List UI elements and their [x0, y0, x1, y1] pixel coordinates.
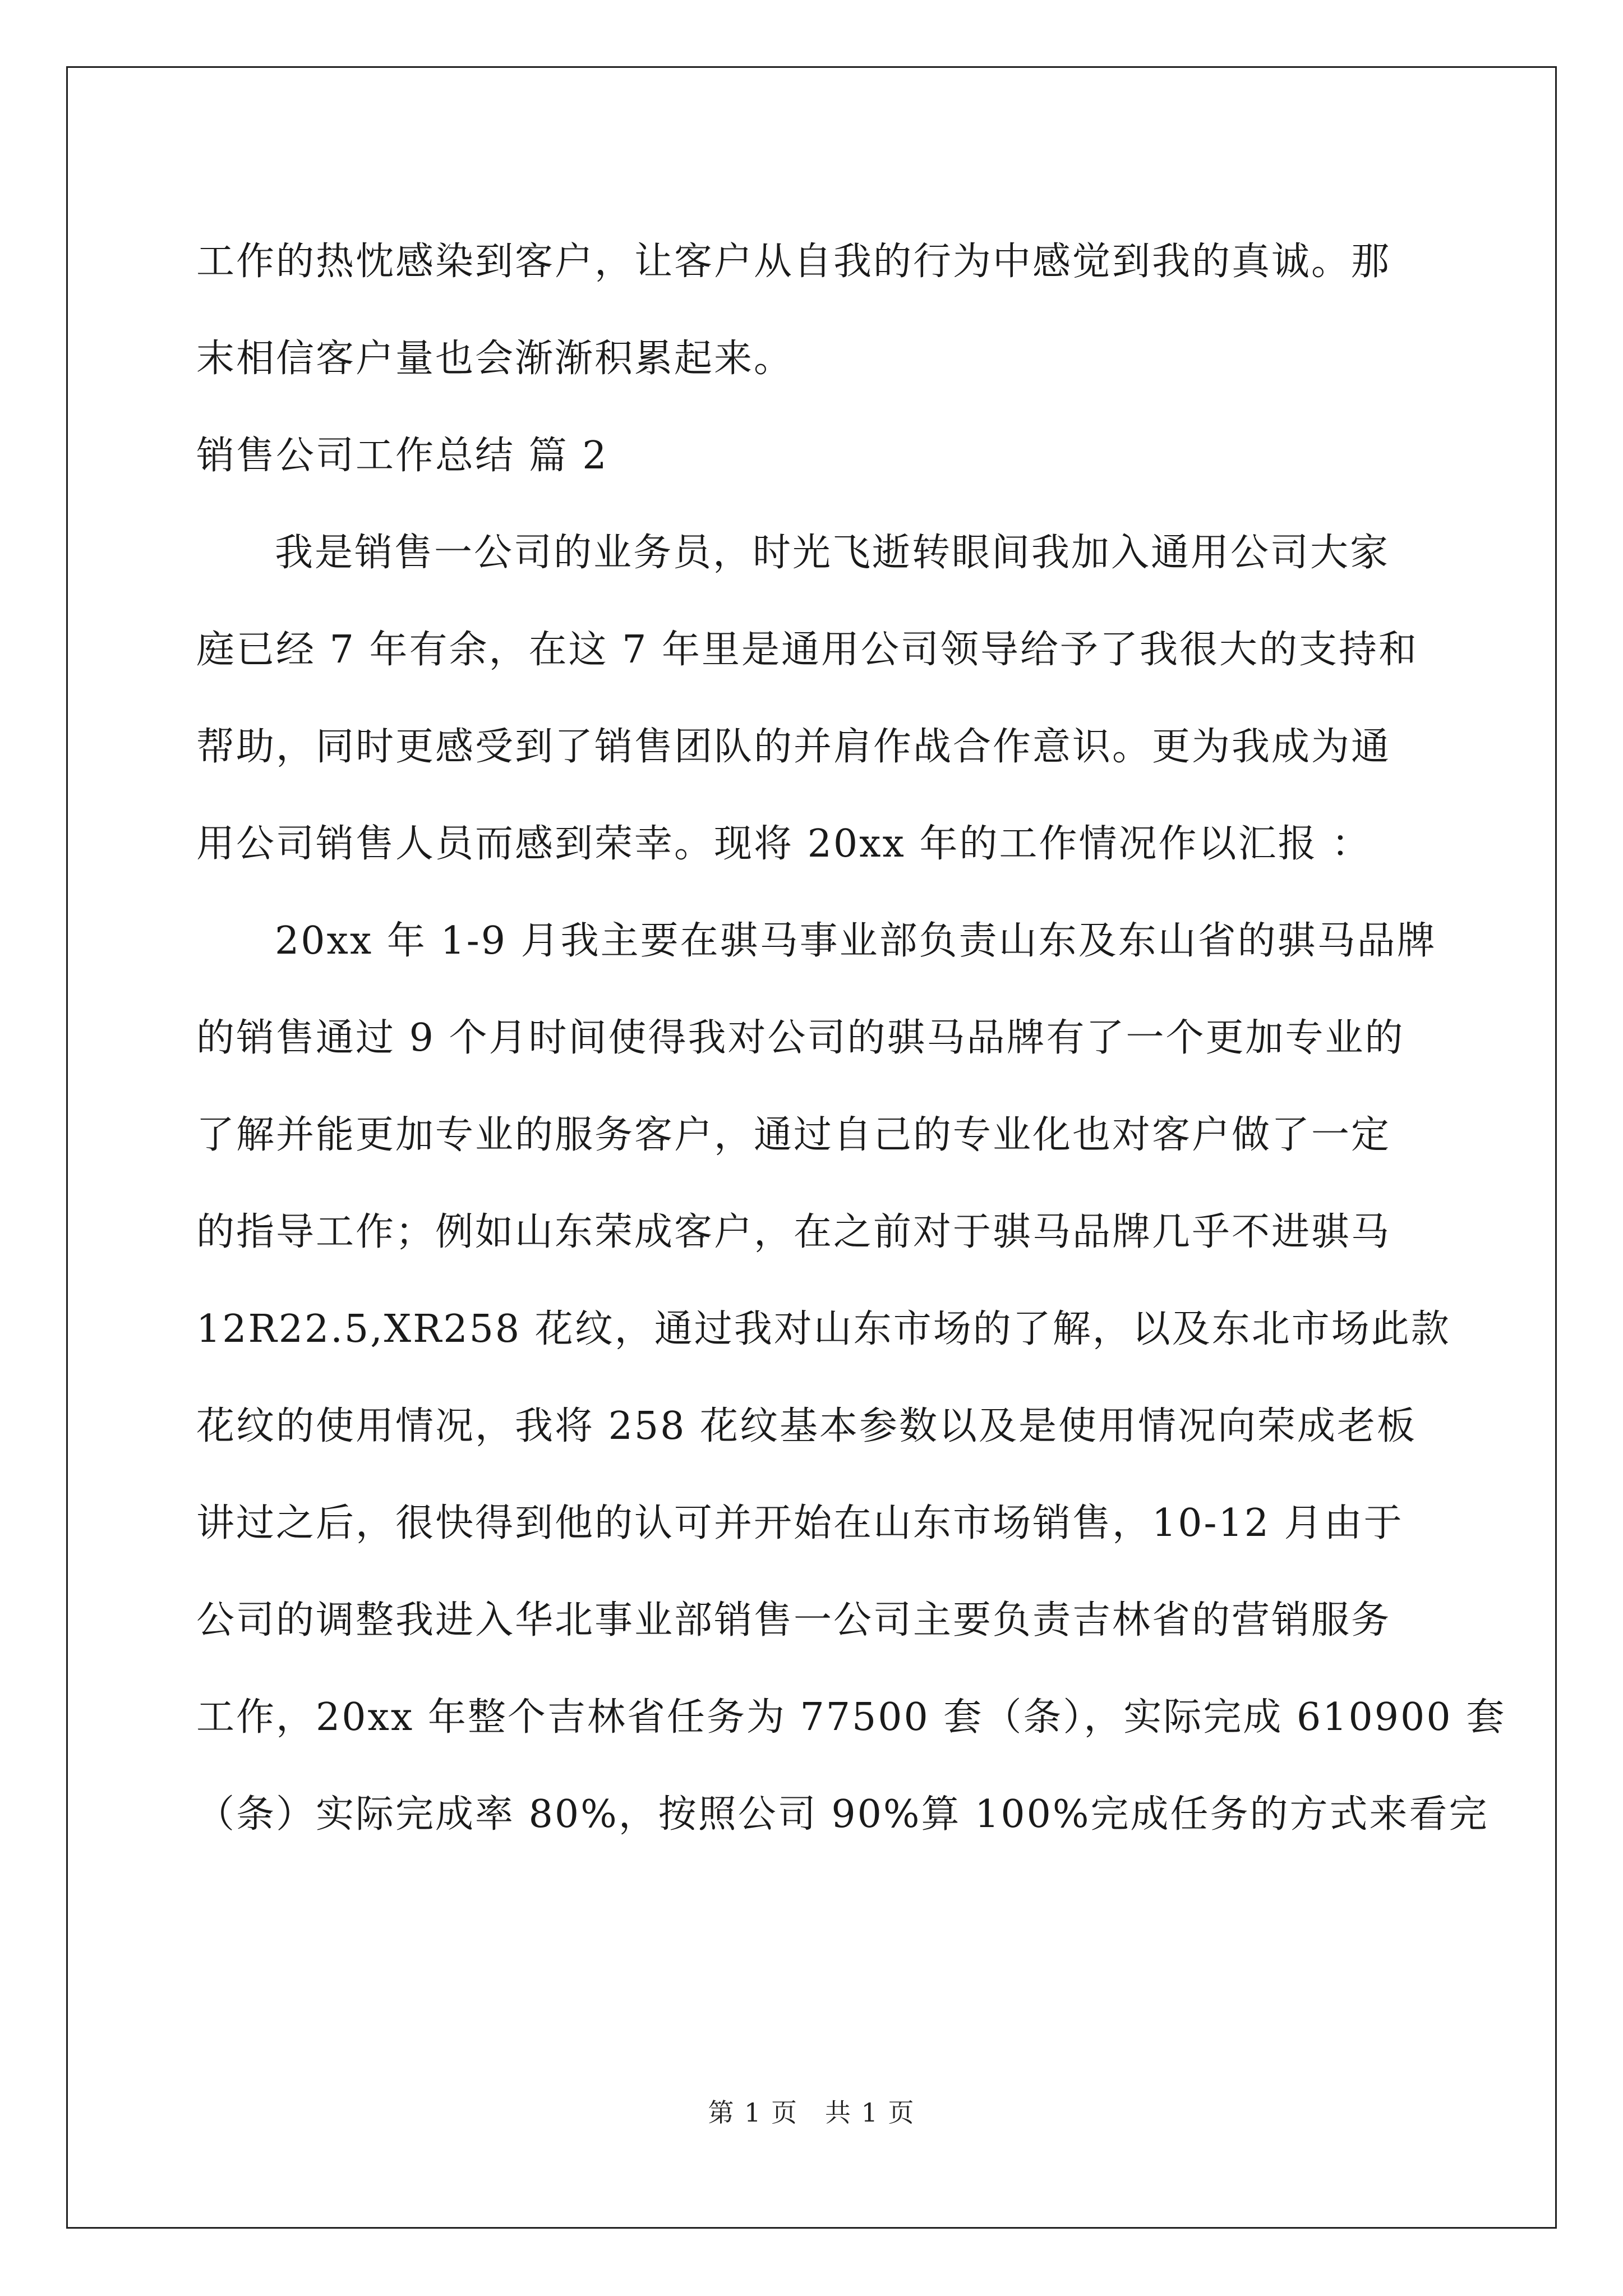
- paragraph-2-line-1: 20xx 年 1-9 月我主要在骐马事业部负责山东及东山省的骐马品牌: [275, 919, 1437, 963]
- paragraph-1-line-4: 用公司销售人员而感到荣幸。现将 20xx 年的工作情况作以汇报 ：: [196, 822, 1372, 866]
- text-line-1: 工作的热忱感染到客户，让客户从自我的行为中感觉到我的真诚。那: [196, 240, 1391, 284]
- paragraph-2-line-4: 的指导工作；例如山东荣成客户，在之前对于骐马品牌几乎不进骐马: [196, 1210, 1391, 1254]
- paragraph-1-line-2: 庭已经 7 年有余，在这 7 年里是通用公司领导给予了我很大的支持和: [196, 628, 1418, 672]
- paragraph-1-line-3: 帮助，同时更感受到了销售团队的并肩作战合作意识。更为我成为通: [196, 725, 1391, 769]
- paragraph-2-line-9: 工作，20xx 年整个吉林省任务为 77500 套（条），实际完成 610900 套: [196, 1695, 1506, 1740]
- paragraph-2-line-7: 讲过之后，很快得到他的认可并开始在山东市场销售，10-12 月由于: [196, 1501, 1404, 1545]
- text-line-2: 末相信客户量也会渐渐积累起来。: [196, 337, 794, 381]
- page-footer: 第 1 页 共 1 页: [708, 2097, 915, 2128]
- paragraph-2-line-5: 12R22.5,XR258 花纹，通过我对山东市场的了解，以及东北市场此款: [196, 1307, 1451, 1351]
- paragraph-2-line-2: 的销售通过 9 个月时间使得我对公司的骐马品牌有了一个更加专业的: [196, 1016, 1405, 1060]
- paragraph-2-line-10: （条）实际完成率 80%，按照公司 90%算 100%完成任务的方式来看完: [196, 1792, 1489, 1837]
- paragraph-2-line-3: 了解并能更加专业的服务客户，通过自己的专业化也对客户做了一定: [196, 1113, 1391, 1157]
- paragraph-2-line-6: 花纹的使用情况，我将 258 花纹基本参数以及是使用情况向荣成老板: [196, 1404, 1417, 1448]
- paragraph-2-line-8: 公司的调整我进入华北事业部销售一公司主要负责吉林省的营销服务: [196, 1598, 1391, 1642]
- section-heading: 销售公司工作总结 篇 2: [196, 434, 608, 478]
- document-body: [196, 213, 1506, 1863]
- paragraph-1-line-1: 我是销售一公司的业务员，时光飞逝转眼间我加入通用公司大家: [275, 531, 1390, 575]
